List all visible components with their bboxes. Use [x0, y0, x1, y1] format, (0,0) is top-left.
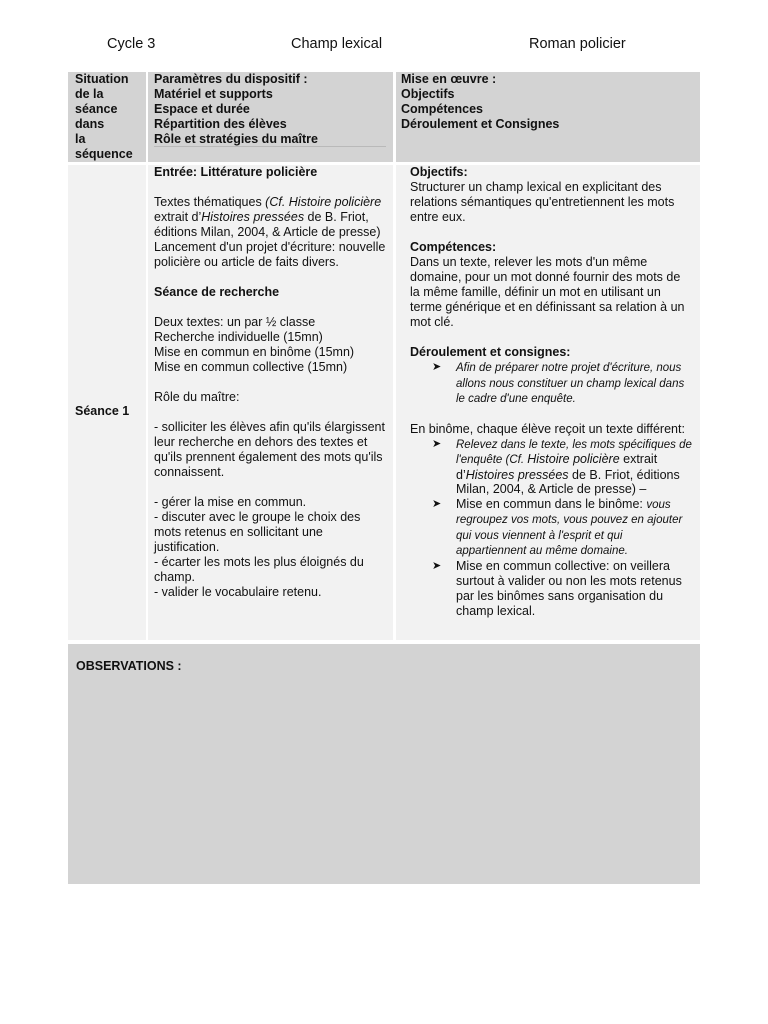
middle-cell: [148, 165, 393, 640]
head-situation-text: Situation de la séance dans la séquence: [75, 72, 133, 161]
arrowhead-bullet-icon: ➤: [432, 437, 442, 450]
role-item: - gérer la mise en commun.: [154, 495, 307, 509]
list-item: ➤ Afin de préparer notre projet d'écriture, nous allons nous constituer un champ lexical dans le cadre d'une enquête.: [432, 361, 685, 405]
header-cycle: Cycle 3: [107, 36, 156, 52]
arrowhead-bullet-icon: ➤: [432, 361, 442, 373]
right-content: [410, 165, 692, 619]
list-item: ➤ Relevez dans le texte, les mots spécifiques de l'enquête (Cf. Histoire policière extrait d’Histoires pressées de B. Friot, éditions Milan, 2004, & Article de presse) –: [432, 437, 692, 496]
observations-box: [68, 644, 700, 884]
role-item: - valider le vocabulaire retenu.: [154, 585, 322, 599]
binome-text: En binôme, chaque élève reçoit un texte différent:: [410, 421, 685, 436]
competences-title: Compétences:: [410, 240, 497, 254]
entry-title: Entrée: Littérature policière: [154, 165, 318, 179]
arrowhead-bullet-icon: ➤: [432, 497, 442, 510]
observations-label: OBSERVATIONS :: [76, 659, 182, 673]
competences-text: Dans un texte, relever les mots d'un même domaine, pour un mot donné fournir des mots de la même famille, définir un mot en utilisant un terme générique et en définissant sa relation à un mot clé.: [410, 255, 685, 329]
deroulement-list-2: [410, 437, 692, 619]
research-line: Mise en commun en binôme (15mn): [154, 345, 355, 359]
role-item: - discuter avec le groupe le choix des mots retenus en sollicitant une justification.: [154, 510, 361, 554]
right-cell: [396, 165, 700, 640]
objectives-text: Structurer un champ lexical en explicitant des relations sémantiques qu'entretiennent les mots entre eux.: [410, 180, 675, 224]
launch-paragraph: Lancement d'un projet d'écriture: nouvelle policière ou article de faits divers.: [154, 240, 386, 269]
head-parameters-text: Paramètres du dispositif : Matériel et supports Espace et durée Répartition des élèves Rôle et stratégies du maître: [154, 72, 318, 146]
row-label-cell: [68, 165, 146, 640]
header-theme: Roman policier: [529, 36, 626, 52]
research-line: Mise en commun collective (15mn): [154, 360, 348, 374]
list-item: ➤ Mise en commun dans le binôme: vous regroupez vos mots, vous pouvez en ajouter qui vous viennent à l'esprit et qui appartiennent au même domaine.: [432, 496, 683, 557]
texts-paragraph: Textes thématiques (Cf. Histoire policière extrait d’Histoires pressées de B. Friot, éditions Milan, 2004, & Article de presse): [154, 195, 382, 239]
header-subject: Champ lexical: [291, 36, 383, 52]
middle-content: [154, 165, 387, 600]
list-item: ➤ Mise en commun collective: on veillera surtout à valider ou non les mots retenus par les binômes sans organisation du champ lexical.: [432, 558, 682, 618]
head-situation-cell: [68, 72, 146, 162]
deroulement-list-1: [410, 360, 692, 407]
research-line: Recherche individuelle (15mn): [154, 330, 323, 344]
head-parameters-cell: [148, 72, 393, 162]
deroulement-title: Déroulement et consignes:: [410, 345, 571, 359]
research-title: Séance de recherche: [154, 285, 280, 299]
head-implementation-cell: [396, 72, 700, 162]
head-implementation-text: Mise en œuvre : Objectifs Compétences Déroulement et Consignes: [401, 72, 560, 131]
role-item: - écarter les mots les plus éloignés du champ.: [154, 555, 364, 584]
role-item: - solliciter les élèves afin qu'ils élargissent leur recherche en dehors des textes et qu'ils prennent également des mots qu'ils connaissent.: [154, 420, 385, 479]
arrowhead-bullet-icon: ➤: [432, 559, 442, 572]
research-line: Deux textes: un par ½ classe: [154, 315, 316, 329]
role-title: Rôle du maître:: [154, 390, 240, 404]
objectives-title: Objectifs:: [410, 165, 468, 179]
row-label: Séance 1: [75, 404, 130, 418]
